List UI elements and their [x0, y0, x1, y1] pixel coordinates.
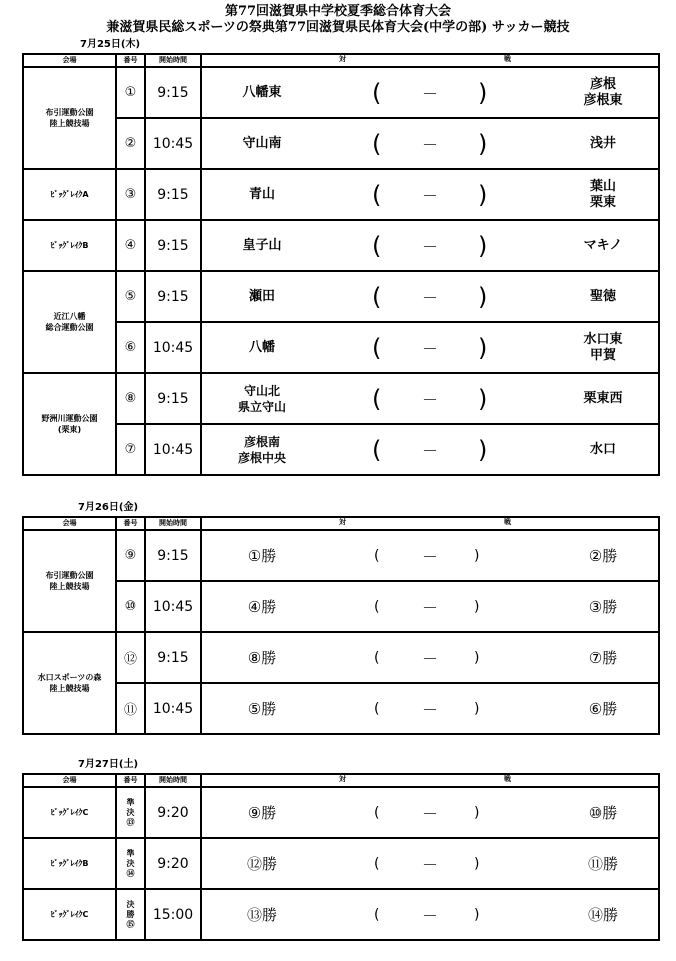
header-venue: 会場: [23, 54, 116, 67]
score-dash: －: [422, 804, 439, 823]
team-b: 浅井: [589, 135, 616, 151]
venue-cell: ﾋﾞｯｸﾞﾚｲｸA: [23, 169, 116, 220]
paren-left: (: [374, 598, 380, 615]
header-time: 開始時間: [145, 54, 201, 67]
team-b: ⑩勝: [588, 803, 618, 822]
team-b: ⑥勝: [588, 699, 618, 718]
paren-right: ): [474, 700, 480, 717]
match-cell: [201, 67, 659, 118]
match-cell: [201, 581, 659, 632]
venue-cell: 水口スポーツの森 陸上競技場: [23, 632, 116, 734]
team-a: ⑫勝: [246, 854, 277, 873]
start-time: 10:45: [145, 424, 201, 475]
team-a: 青山: [248, 186, 275, 202]
match-number: ⑨: [116, 530, 145, 581]
team-b: マキノ: [583, 237, 623, 253]
paren-left: (: [372, 435, 382, 464]
match-number: ②: [116, 118, 145, 169]
score-dash: －: [422, 237, 439, 256]
start-time: 9:15: [145, 373, 201, 424]
title-line-1: 第77回滋賀県中学校夏季総合体育大会: [224, 4, 452, 19]
team-b: ⑪勝: [587, 854, 618, 873]
team-a: ⑬勝: [246, 905, 277, 924]
paren-left: (: [372, 180, 382, 209]
team-b: 水口東 甲賀: [583, 331, 623, 363]
schedule-table-day-2: [22, 516, 660, 735]
paren-left: (: [372, 282, 382, 311]
header-venue: 会場: [23, 774, 116, 787]
start-time: 9:15: [145, 632, 201, 683]
header-num: 番号: [116, 54, 145, 67]
day-2-rows: [23, 530, 659, 734]
score-dash: －: [422, 186, 439, 205]
match-number: ⑤: [116, 271, 145, 322]
match-number: ③: [116, 169, 145, 220]
team-a: ⑨勝: [247, 803, 277, 822]
paren-right: ): [478, 231, 488, 260]
date-day-2: 7月26日(金): [78, 502, 139, 513]
team-b: 水口: [589, 441, 616, 457]
start-time: 9:20: [145, 787, 201, 838]
date-day-3: 7月27日(土): [78, 759, 139, 770]
match-number: 準 決 ⑬: [116, 787, 145, 838]
score-dash: －: [422, 390, 439, 409]
match-number: 準 決 ⑭: [116, 838, 145, 889]
match-cell: [201, 530, 659, 581]
start-time: 9:15: [145, 271, 201, 322]
team-a: 八幡東: [242, 84, 282, 100]
paren-left: (: [372, 78, 382, 107]
header-match: 対 戦: [201, 54, 659, 67]
score-dash: －: [422, 906, 439, 925]
title-line-2: 兼滋賀県民総スポーツの祭典第77回滋賀県民体育大会(中学の部) サッカー競技: [106, 20, 570, 35]
paren-right: ): [474, 906, 480, 923]
team-a: ④勝: [247, 597, 277, 616]
team-a: 皇子山: [242, 237, 282, 253]
venue-cell: ﾋﾞｯｸﾞﾚｲｸC: [23, 787, 116, 838]
venue-cell: 近江八幡 総合運動公園: [23, 271, 116, 373]
date-day-1: 7月25日(木): [80, 39, 141, 50]
team-a: 守山南: [242, 135, 282, 151]
score-dash: －: [422, 598, 439, 617]
start-time: 10:45: [145, 118, 201, 169]
header-time: 開始時間: [145, 774, 201, 787]
start-time: 9:20: [145, 838, 201, 889]
match-number: ⑪: [116, 683, 145, 734]
paren-right: ): [474, 598, 480, 615]
match-cell: [201, 118, 659, 169]
match-number: ⑥: [116, 322, 145, 373]
day-3-rows: [23, 787, 659, 940]
team-a: ⑧勝: [247, 648, 277, 667]
paren-left: (: [372, 333, 382, 362]
team-b: ③勝: [588, 597, 618, 616]
paren-left: (: [372, 231, 382, 260]
paren-left: (: [372, 384, 382, 413]
day-1-rows: [23, 67, 659, 475]
venue-cell: ﾋﾞｯｸﾞﾚｲｸC: [23, 889, 116, 940]
match-number: ⑫: [116, 632, 145, 683]
start-time: 9:15: [145, 530, 201, 581]
start-time: 9:15: [145, 67, 201, 118]
team-a: 彦根南 彦根中央: [237, 434, 286, 465]
start-time: 10:45: [145, 683, 201, 734]
start-time: 10:45: [145, 581, 201, 632]
match-cell: [201, 271, 659, 322]
score-dash: －: [422, 135, 439, 154]
start-time: 9:15: [145, 220, 201, 271]
paren-right: ): [474, 855, 480, 872]
paren-right: ): [478, 78, 488, 107]
match-cell: [201, 787, 659, 838]
team-b: ⑦勝: [588, 648, 618, 667]
venue-cell: ﾋﾞｯｸﾞﾚｲｸB: [23, 838, 116, 889]
match-number: ⑩: [116, 581, 145, 632]
match-cell: [201, 220, 659, 271]
match-cell: [201, 424, 659, 475]
team-b: 栗東西: [583, 390, 623, 406]
team-b: ⑭勝: [587, 905, 618, 924]
paren-left: (: [372, 129, 382, 158]
match-number: ⑧: [116, 373, 145, 424]
venue-cell: 野洲川運動公園 (栗東): [23, 373, 116, 475]
match-cell: [201, 169, 659, 220]
paren-right: ): [474, 804, 480, 821]
venue-cell: ﾋﾞｯｸﾞﾚｲｸB: [23, 220, 116, 271]
team-b: ②勝: [588, 546, 618, 565]
paren-right: ): [478, 384, 488, 413]
header-match: 対 戦: [201, 774, 659, 787]
team-a: ①勝: [247, 546, 277, 565]
match-number: ⑦: [116, 424, 145, 475]
match-number: 決 勝 ⑮: [116, 889, 145, 940]
paren-right: ): [478, 333, 488, 362]
header-venue: 会場: [23, 517, 116, 530]
team-a: 八幡: [248, 339, 275, 355]
start-time: 9:15: [145, 169, 201, 220]
match-cell: [201, 838, 659, 889]
match-cell: [201, 889, 659, 940]
paren-right: ): [478, 180, 488, 209]
match-cell: [201, 683, 659, 734]
paren-left: (: [374, 700, 380, 717]
start-time: 15:00: [145, 889, 201, 940]
team-b: 彦根 彦根東: [583, 76, 623, 108]
score-dash: －: [422, 700, 439, 719]
team-a: ⑤勝: [247, 699, 277, 718]
venue-cell: 布引運動公園 陸上競技場: [23, 67, 116, 169]
schedule-table-day-3: [22, 773, 660, 941]
paren-right: ): [478, 282, 488, 311]
score-dash: －: [422, 855, 439, 874]
score-dash: －: [422, 339, 439, 358]
match-number: ①: [116, 67, 145, 118]
header-match: 対 戦: [201, 517, 659, 530]
paren-left: (: [374, 547, 380, 564]
paren-right: ): [474, 547, 480, 564]
paren-left: (: [374, 649, 380, 666]
match-cell: [201, 322, 659, 373]
team-a: 守山北 県立守山: [237, 383, 286, 414]
score-dash: －: [422, 649, 439, 668]
start-time: 10:45: [145, 322, 201, 373]
score-dash: －: [422, 547, 439, 566]
team-b: 聖徳: [589, 288, 616, 304]
header-time: 開始時間: [145, 517, 201, 530]
paren-left: (: [374, 804, 380, 821]
venue-cell: 布引運動公園 陸上競技場: [23, 530, 116, 632]
team-b: 葉山 栗東: [589, 178, 616, 210]
paren-right: ): [478, 129, 488, 158]
score-dash: －: [422, 441, 439, 460]
match-number: ④: [116, 220, 145, 271]
score-dash: －: [422, 288, 439, 307]
schedule-table-day-1: [22, 53, 660, 476]
paren-right: ): [478, 435, 488, 464]
match-cell: [201, 632, 659, 683]
paren-right: ): [474, 649, 480, 666]
paren-left: (: [374, 855, 380, 872]
score-dash: －: [422, 84, 439, 103]
header-num: 番号: [116, 774, 145, 787]
team-a: 瀬田: [248, 288, 275, 304]
paren-left: (: [374, 906, 380, 923]
header-num: 番号: [116, 517, 145, 530]
match-cell: [201, 373, 659, 424]
